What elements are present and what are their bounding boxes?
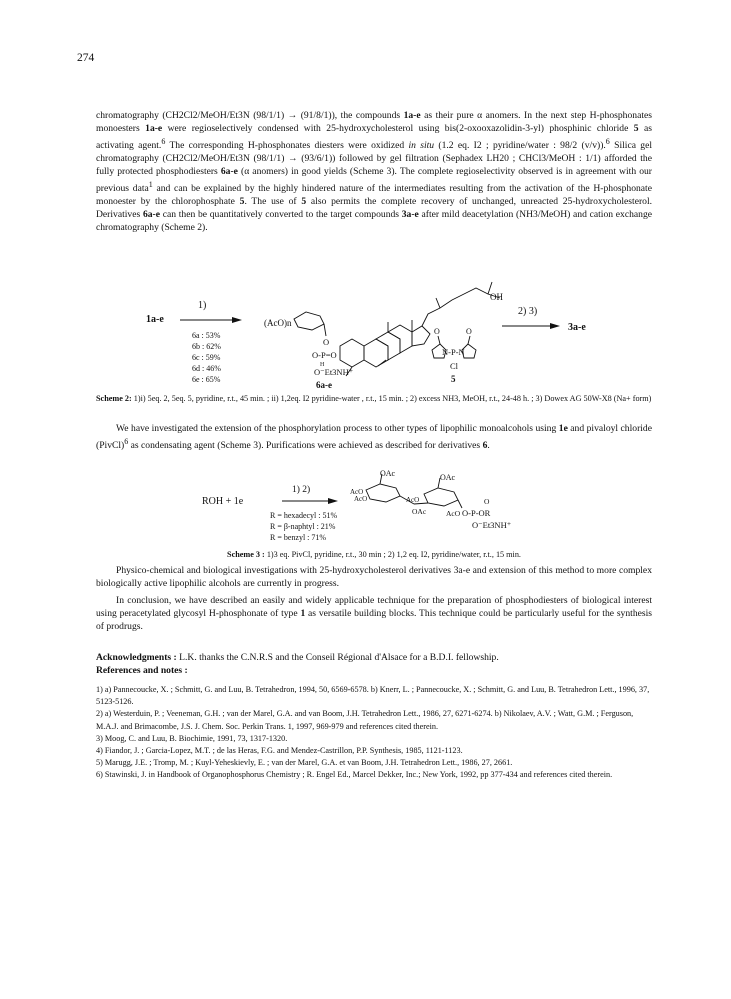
r-hexadecyl: R = hexadecyl : 51%: [270, 511, 338, 520]
step-1-label: 1): [198, 300, 207, 311]
scheme-3-steps: 1) 2): [292, 485, 311, 495]
acknowledgments: [96, 652, 652, 678]
reagent-number: 5: [451, 374, 456, 384]
compound-ref: 5: [633, 122, 639, 134]
reference-item: 2) a) Westerduin, P. ; Veeneman, G.H. ; van der Marel, G.A. and van Boom, J.H. Tetrahedron Lett., 1986, 27, 6271-6274. b) Nikolaev, A.V. ; Watt, G.M. ; Ferguson, M.A.J. and Brimacombe, J.S. J. Chem. Soc. Perkin Trans. 1, 1997, 969-979 and references cited therein.: [96, 709, 634, 731]
compound-6a-e: 6a-e: [316, 380, 332, 390]
arrow-2-head: [550, 323, 560, 329]
compound-ref: 1e: [558, 423, 568, 434]
scheme-2: [140, 264, 620, 392]
reagent-carbonyl-o-2: O: [466, 327, 472, 336]
reagent-carbonyl-o-1: O: [434, 327, 440, 336]
para2-text: and pivaloyl chloride (PivCl): [96, 423, 652, 452]
citation: 6: [124, 436, 129, 446]
yield-6a: 6a : 53%: [192, 331, 221, 340]
para1-text: . The use of: [244, 195, 302, 207]
phosphate-group: O-P=O: [312, 350, 337, 360]
references-list: [96, 684, 652, 782]
reference-item: 5) Marugg, J.E. ; Tromp, M. ; Kuyl-Yeheskievly, E. ; van der Marel, G.A. et van Boom, J.H. Tetrahedron Lett., 1986, 27, 2661.: [96, 758, 513, 768]
yield-6c: 6c : 59%: [192, 353, 221, 362]
yield-6e: 6e : 65%: [192, 375, 221, 384]
reagent-chloride: Cl: [450, 361, 459, 371]
caption-text: 1)i) 5eq. 2, 5eq. 5, pyridine, r.t., 45 min. ; ii) 1,2eq. I2 pyridine-water , r.t., 15 min. ; 2) excess NH3, MeOH, r.t., 24-48 h. ; 3) Dowex AG 50W-X8 (Na+ form): [131, 394, 652, 403]
compound-ref: 1: [300, 607, 306, 619]
references-heading: References and notes :: [96, 664, 188, 676]
arrow-1-head: [232, 317, 242, 323]
para1-text: as activating agent.: [96, 122, 652, 151]
caption-text: 1)3 eq. PivCl, pyridine, r.t., 30 min ; 2) 1,2 eq. I2, pyridine/water, r.t., 15 min.: [264, 550, 521, 559]
para1-text: after mild deacetylation (NH3/MeOH) and cation exchange chromatography (Scheme 2).: [96, 208, 653, 233]
oac-top-1: OAc: [380, 469, 396, 478]
paragraph-2: [96, 423, 652, 453]
aco-mid: AcO: [406, 496, 420, 504]
para2-text: .: [487, 440, 490, 452]
compound-ref: 6a-e: [220, 165, 238, 177]
para4-text: In conclusion, we have described an easily and widely applicable technique for the preparation of phosphodiesters of biological interest using peracetylated glycosyl H-phosphonate of type: [96, 595, 652, 619]
r-benzyl: R = benzyl : 71%: [270, 533, 327, 542]
para1-text: chromatography (CH2Cl2/MeOH/Et3N (98/1/1) → (91/8/1)), the compounds: [96, 110, 404, 121]
ack-text: L.K. thanks the C.N.R.S and the Conseil Régional d'Alsace for a B.D.I. fellowship.: [176, 652, 499, 663]
para3-text: Physico-chemical and biological investigations with 25-hydroxycholesterol derivatives 3a-e and extension of this method to more complex biologically active lipophilic alcohols are currently in progress.: [96, 565, 652, 589]
step-2-3-label: 2) 3): [518, 306, 538, 317]
compound-ref: 6: [482, 440, 488, 452]
compound-ref: 3a-e: [401, 208, 419, 220]
caption-label: Scheme 3 :: [227, 550, 265, 559]
compound-ref: 1a-e: [145, 122, 163, 134]
paragraph-1: [96, 110, 652, 235]
para1-text: (α anomers) in good yields (Scheme 3). The complete regioselectivity observed is in agreement with our previous data: [96, 165, 652, 194]
triethylammonium-salt: O⁻Et3NH⁺: [472, 520, 512, 530]
para1-text: The corresponding H-phosphonates diesters were oxidized: [165, 140, 409, 151]
scheme-3: [200, 466, 530, 544]
yield-6d: 6d : 46%: [192, 364, 221, 373]
reference-item: 6) Stawinski, J. in Handbook of Organophosphorus Chemistry ; R. Engel Ed., Marcel Dekker, Inc.; New York, 1992, pp 377-434 and references cited therein.: [96, 770, 613, 780]
reagent-phosphinic: N-P-N: [442, 347, 465, 357]
sugar-bond: [324, 324, 326, 336]
scheme-2-caption: [96, 393, 652, 405]
compound-ref: 5: [301, 195, 307, 207]
steroid-skeleton: [340, 282, 500, 376]
scheme-3-arrow-head: [328, 498, 338, 504]
scheme-2-drawing: [140, 264, 620, 392]
ack-label: Acknowledgments :: [96, 652, 177, 663]
r-naphtyl: R = β-naphtyl : 21%: [270, 522, 336, 531]
compound-ref: 5: [239, 195, 245, 207]
hydroxyl-group: OH: [490, 292, 503, 302]
para2-text: as condensating agent (Scheme 3). Purifications were achieved as described for derivatives: [128, 440, 483, 452]
para1-text: also permits the complete recovery of unchanged, unreacted 25-hydroxycholesterol. Derivatives: [96, 195, 653, 220]
reference-item: 4) Fiandor, J. ; Garcia-Lopez, M.T. ; de las Heras, F.G. and Mendez-Castrillon, P.P. Synthesis, 1985, 1121-1123.: [96, 746, 463, 756]
sugar-ring: [294, 312, 324, 330]
para1-text: and can be explained by the highly hindered nature of the intermediates resulting from the activation of the H-phosphonate monoester by the chlorophosphate: [96, 182, 652, 207]
sugar-acetyl-group: (AcO)n: [264, 318, 292, 328]
compound-ref: 6a-e: [142, 208, 160, 220]
scheme-3-caption: [96, 549, 652, 561]
citation: 6: [605, 136, 610, 146]
para2-text: We have investigated the extension of the phosphorylation process to other types of lipophilic monoalcohols using: [116, 423, 559, 434]
paragraph-3: [96, 565, 652, 591]
product-compound: 3a-e: [568, 322, 586, 333]
scheme-3-drawing: [200, 466, 530, 544]
triethylammonium-salt: O⁻Et3NH⁺: [314, 367, 354, 377]
scheme-3-reactants: ROH + 1e: [202, 496, 244, 507]
phosphate-h: H: [320, 362, 325, 368]
page-number: 274: [77, 52, 95, 64]
oac-top-2: OAc: [440, 473, 456, 482]
italic-term: in situ: [408, 140, 435, 151]
yield-6b: 6b : 62%: [192, 342, 221, 351]
reference-item: 1) a) Pannecoucke, X. ; Schmitt, G. and Luu, B. Tetrahedron, 1994, 50, 6569-6578. b) Knerr, L. ; Pannecoucke, X. ; Schmitt, G. and Luu, B. Tetrahedron Lett., 1996, 37, 5123-5126.: [96, 685, 650, 707]
phosphodiester-group: O-P-OR: [462, 508, 491, 518]
reference-item: 3) Moog, C. and Luu, B. Biochimie, 1991, 73, 1317-1320.: [96, 733, 288, 743]
start-compound: 1a-e: [146, 314, 164, 325]
caption-label: Scheme 2:: [96, 394, 132, 403]
para4-text: as versatile building blocks. This technique could be particularly useful for the synthesis of prodrugs.: [96, 607, 653, 632]
citation: 1: [148, 179, 153, 189]
compound-ref: 1a-e: [403, 110, 421, 121]
phosphoryl-oxygen: O: [484, 497, 490, 506]
para1-text: can then be quantitatively converted to the target compounds: [160, 208, 402, 220]
citation: 6: [161, 136, 166, 146]
anomeric-oxygen: O: [323, 337, 330, 347]
aco-left-2: AcO: [354, 495, 368, 503]
aco-left-1: AcO: [350, 488, 364, 496]
para1-text: as their pure α anomers. In the next step H-phosphonates monoesters: [96, 110, 652, 134]
r-list: [270, 511, 337, 542]
yield-list: [192, 331, 221, 384]
oac-bottom: OAc: [412, 507, 427, 516]
para1-text: were regioselectively condensed with 25-hydroxycholesterol using bis(2-oxooxazolidin-3-yl) phosphinic chloride: [162, 122, 634, 134]
para1-text: Silica gel chromatography (CH2Cl2/MeOH/Et3N (98/1/1) → (93/6/1)) followed by gel filtration (Sephadex LH20 ; CHCl3/MeOH : 1/1) afforded the fully protected phosphodiesters: [96, 140, 652, 177]
paragraph-4: [96, 595, 652, 634]
para1-text: (1.2 eq. I2 ; pyridine/water : 98/2 (v/v)).: [434, 140, 606, 151]
aco-bottom: AcO: [446, 509, 461, 518]
